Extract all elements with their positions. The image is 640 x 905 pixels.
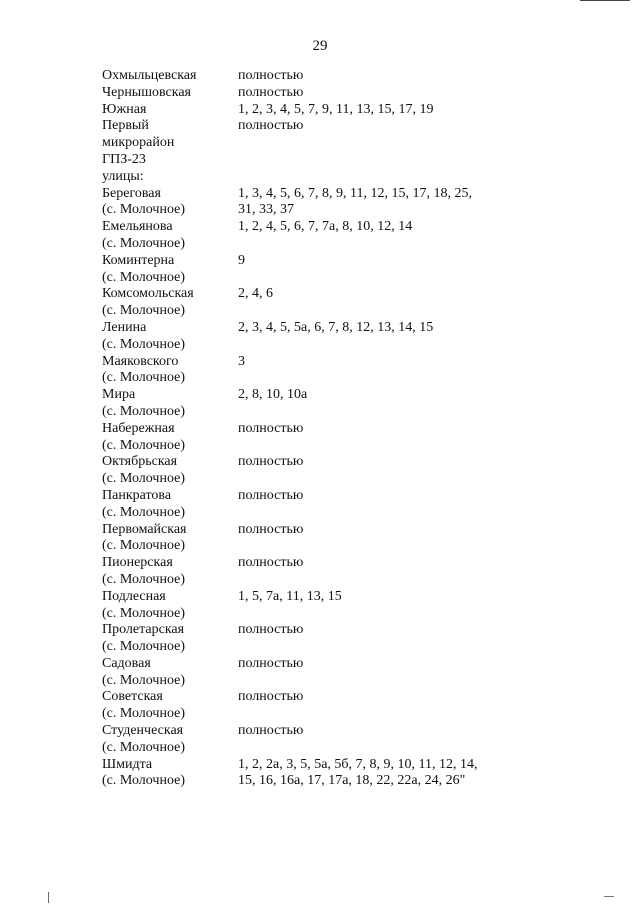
- house-numbers: 1, 2, 2а, 3, 5, 5а, 5б, 7, 8, 9, 10, 11, 12, 14, 15, 16, 16а, 17, 17а, 18, 22, 22а, 24, 26": [238, 756, 478, 789]
- street-name: Первый микрорайон ГПЗ-23: [102, 118, 175, 167]
- street-name: Подлесная (с. Молочное): [102, 588, 185, 621]
- house-numbers: 3: [238, 353, 245, 369]
- street-row: [102, 219, 622, 253]
- house-numbers: 1, 2, 4, 5, 6, 7, 7а, 8, 10, 12, 14: [238, 219, 413, 235]
- street-row: [102, 488, 622, 522]
- street-row: [102, 757, 622, 791]
- house-numbers: полностью: [238, 655, 304, 671]
- house-numbers: 2, 3, 4, 5, 5а, 6, 7, 8, 12, 13, 14, 15: [238, 319, 434, 335]
- house-numbers: полностью: [238, 723, 304, 739]
- scan-edge-mark-right: [604, 896, 614, 897]
- street-row: [102, 68, 622, 85]
- house-numbers: 2, 8, 10, 10а: [238, 387, 308, 403]
- house-numbers: 9: [238, 252, 245, 268]
- page-number: 29: [312, 38, 328, 54]
- street-row: [102, 118, 622, 168]
- street-row: [102, 421, 622, 455]
- street-name: Шмидта (с. Молочное): [102, 756, 185, 789]
- street-name: Емельянова (с. Молочное): [102, 219, 185, 251]
- house-numbers: полностью: [238, 454, 304, 470]
- street-row: [102, 354, 622, 388]
- street-name: Пионерская (с. Молочное): [102, 555, 185, 587]
- street-name: Октябрьская (с. Молочное): [102, 454, 185, 487]
- house-numbers: 1, 3, 4, 5, 6, 7, 8, 9, 11, 12, 15, 17, 18, 25, 31, 33, 37: [238, 185, 472, 218]
- street-name: Чернышовская: [102, 84, 191, 100]
- scan-edge-mark-top: [580, 0, 630, 3]
- house-numbers: полностью: [238, 420, 304, 436]
- street-name: Садовая (с. Молочное): [102, 655, 185, 688]
- house-numbers: полностью: [238, 84, 304, 100]
- street-name: Охмыльцевская: [102, 68, 197, 83]
- house-numbers: 1, 2, 3, 4, 5, 7, 9, 11, 13, 15, 17, 19: [238, 101, 434, 117]
- street-row: [102, 186, 622, 220]
- street-row: [102, 169, 622, 186]
- street-row: [102, 555, 622, 589]
- house-numbers: 1, 5, 7а, 11, 13, 15: [238, 588, 342, 604]
- street-row: [102, 253, 622, 287]
- house-numbers: полностью: [238, 118, 304, 134]
- house-numbers: полностью: [238, 521, 304, 537]
- street-name: Коминтерна (с. Молочное): [102, 252, 185, 285]
- street-name: Южная: [102, 101, 147, 117]
- street-row: [102, 387, 622, 421]
- street-name: Панкратова (с. Молочное): [102, 487, 185, 520]
- street-name: Береговая (с. Молочное): [102, 185, 185, 218]
- street-row: [102, 286, 622, 320]
- street-name: Первомайская (с. Молочное): [102, 521, 187, 554]
- house-numbers: 2, 4, 6: [238, 286, 273, 302]
- street-list: [102, 68, 622, 790]
- street-name: Пролетарская (с. Молочное): [102, 622, 185, 655]
- street-row: [102, 622, 622, 656]
- street-row: [102, 85, 622, 102]
- street-name: Маяковского (с. Молочное): [102, 353, 185, 386]
- street-row: [102, 454, 622, 488]
- street-name: улицы:: [102, 168, 144, 184]
- street-name: Набережная (с. Молочное): [102, 420, 185, 453]
- street-row: [102, 522, 622, 556]
- house-numbers: полностью: [238, 555, 304, 571]
- street-name: Ленина (с. Молочное): [102, 319, 185, 352]
- house-numbers: полностью: [238, 487, 304, 503]
- street-row: [102, 656, 622, 690]
- street-row: [102, 320, 622, 354]
- street-name: Советская (с. Молочное): [102, 689, 185, 722]
- house-numbers: полностью: [238, 68, 304, 83]
- street-row: [102, 689, 622, 723]
- scan-edge-mark-left: [48, 892, 49, 903]
- street-row: [102, 723, 622, 757]
- street-name: Студенческая (с. Молочное): [102, 723, 185, 755]
- house-numbers: полностью: [238, 689, 304, 705]
- house-numbers: полностью: [238, 622, 304, 638]
- street-row: [102, 102, 622, 119]
- street-name: Мира (с. Молочное): [102, 387, 185, 419]
- street-name: Комсомольская (с. Молочное): [102, 286, 194, 319]
- street-row: [102, 589, 622, 623]
